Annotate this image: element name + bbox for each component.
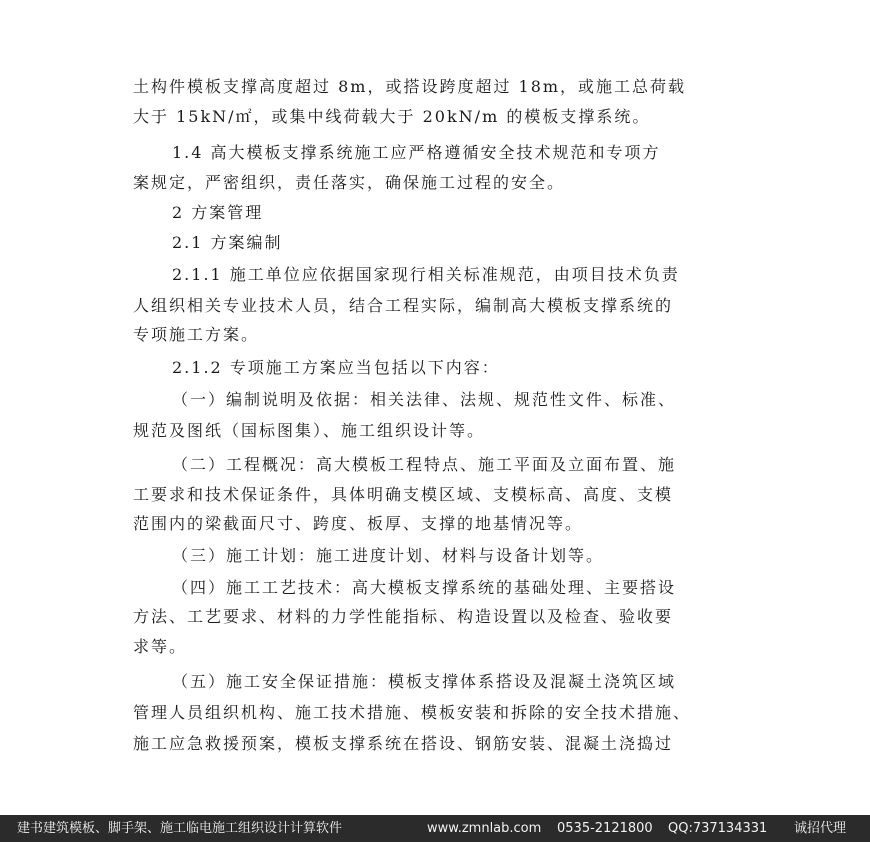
text-line: 方法、工艺要求、材料的力学性能指标、构造设置以及检查、验收要 (133, 607, 674, 626)
text-line: 范围内的梁截面尺寸、跨度、板厚、支撑的地基情况等。 (133, 514, 584, 533)
list-item-2: （二）工程概况：高大模板工程特点、施工平面及立面布置、施 (172, 455, 677, 474)
text-line: 大于 15kN/㎡，或集中线荷载大于 20kN/m 的模板支撑系统。 (133, 107, 651, 126)
text-line: 人组织相关专业技术人员，结合工程实际，编制高大模板支撑系统的 (133, 296, 674, 315)
footer-qq: QQ:737134331 (668, 821, 768, 836)
text-line: 管理人员组织机构、施工技术措施、模板安装和拆除的安全技术措施、 (133, 703, 692, 722)
footer-phone: 0535-2121800 (557, 821, 653, 836)
text-line: 案规定，严密组织，责任落实，确保施工过程的安全。 (133, 173, 566, 192)
text-line: 工要求和技术保证条件，具体明确支模区域、支模标高、高度、支模 (133, 485, 674, 504)
list-item-3: （三）施工计划：施工进度计划、材料与设备计划等。 (172, 546, 605, 565)
list-item-4: （四）施工工艺技术：高大模板支撑系统的基础处理、主要搭设 (172, 578, 677, 597)
text-line: 施工应急救援预案，模板支撑系统在搭设、钢筋安装、混凝土浇捣过 (133, 734, 674, 753)
section-2-1-1-heading: 2.1.1 施工单位应依据国家现行相关标准规范，由项目技术负责 (172, 265, 680, 284)
text-line: 求等。 (133, 637, 188, 656)
footer-banner (0, 815, 870, 842)
footer-product-text: 建书建筑模板、脚手架、施工临电施工组织设计计算软件 (17, 821, 343, 836)
section-1-4-heading: 1.4 高大模板支撑系统施工应严格遵循安全技术规范和专项方 (172, 143, 661, 162)
text-line: 土构件模板支撑高度超过 8m，或搭设跨度超过 18m，或施工总荷载 (133, 77, 687, 96)
text-line: 专项施工方案。 (133, 325, 260, 344)
section-2-heading: 2 方案管理 (172, 203, 264, 222)
section-2-1-heading: 2.1 方案编制 (172, 233, 283, 252)
section-2-1-2-heading: 2.1.2 专项施工方案应当包括以下内容： (172, 358, 500, 377)
text-line: 规范及图纸（国标图集）、施工组织设计等。 (133, 421, 486, 440)
footer-website-link[interactable]: www.zmnlab.com (427, 821, 542, 836)
list-item-1: （一）编制说明及依据：相关法律、法规、规范性文件、标准、 (172, 390, 677, 409)
list-item-5: （五）施工安全保证措施：模板支撑体系搭设及混凝土浇筑区域 (172, 672, 677, 691)
footer-recruit-text: 诚招代理 (794, 821, 847, 836)
